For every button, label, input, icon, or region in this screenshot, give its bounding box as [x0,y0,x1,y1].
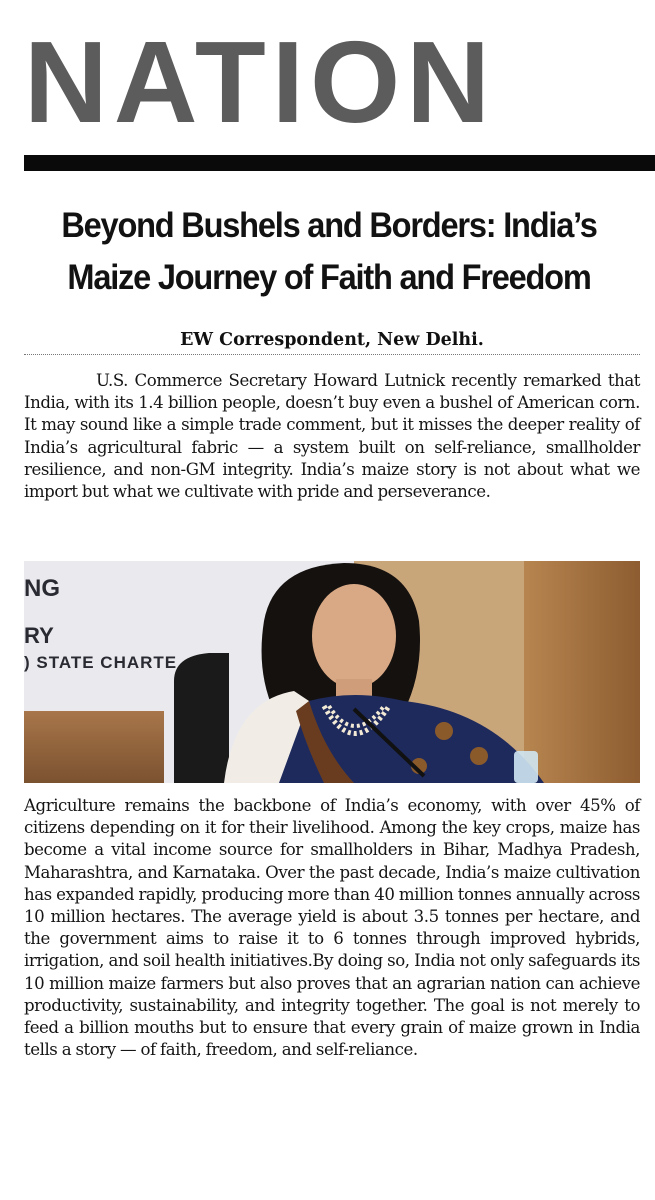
byline-divider [24,354,640,355]
article-photo [24,561,640,783]
article-headline: Beyond Bushels and Borders: India’s Maize Journey of Faith and Freedom [61,206,597,297]
article-byline: EW Correspondent, New Delhi. [180,330,484,350]
section-divider [24,155,655,171]
banner-text-3: ) STATE CHARTE [24,653,178,672]
section-title: NATION [24,17,497,147]
article-paragraph-1: U.S. Commerce Secretary Howard Lutnick recently remarked that India, with its 1.4 billion people, doesn’t buy even a bushel of American corn. It may sound like a simple trade comment, but it misses the deeper reality of India’s agricultural fabric — a system built on self-reliance, smallholder resilience, and non-GM integrity. India’s maize story is not about what we import but what we cultivate with pride and perseverance. [24,371,640,502]
article-paragraph-2: Agriculture remains the backbone of India’s economy, with over 45% of citizens depending on it for their livelihood. Among the key crops, maize has become a vital income source for smallholders in Bihar, Madhya Pradesh, Maharashtra, and Karnataka. Over the past decade, India’s maize cultivation has expanded rapidly, producing more than 40 million tonnes annually across 10 million hectares. The average yield is about 3.5 tonnes per hectare, and the government aims to raise it to 6 tonnes through improved hybrids, irrigation, and soil health initiatives.By doing so, India not only safeguards its 10 million maize farmers but also proves that an agrarian nation can achieve productivity, sustainability, and integrity together. The goal is not merely to feed a billion mouths but to ensure that every grain of maize grown in India tells a story — of faith, freedom, and self-reliance. [24,796,640,1060]
speaker-illustration [24,561,640,783]
banner-text-2: RY [24,623,54,648]
banner-text-1: NG [24,575,60,602]
